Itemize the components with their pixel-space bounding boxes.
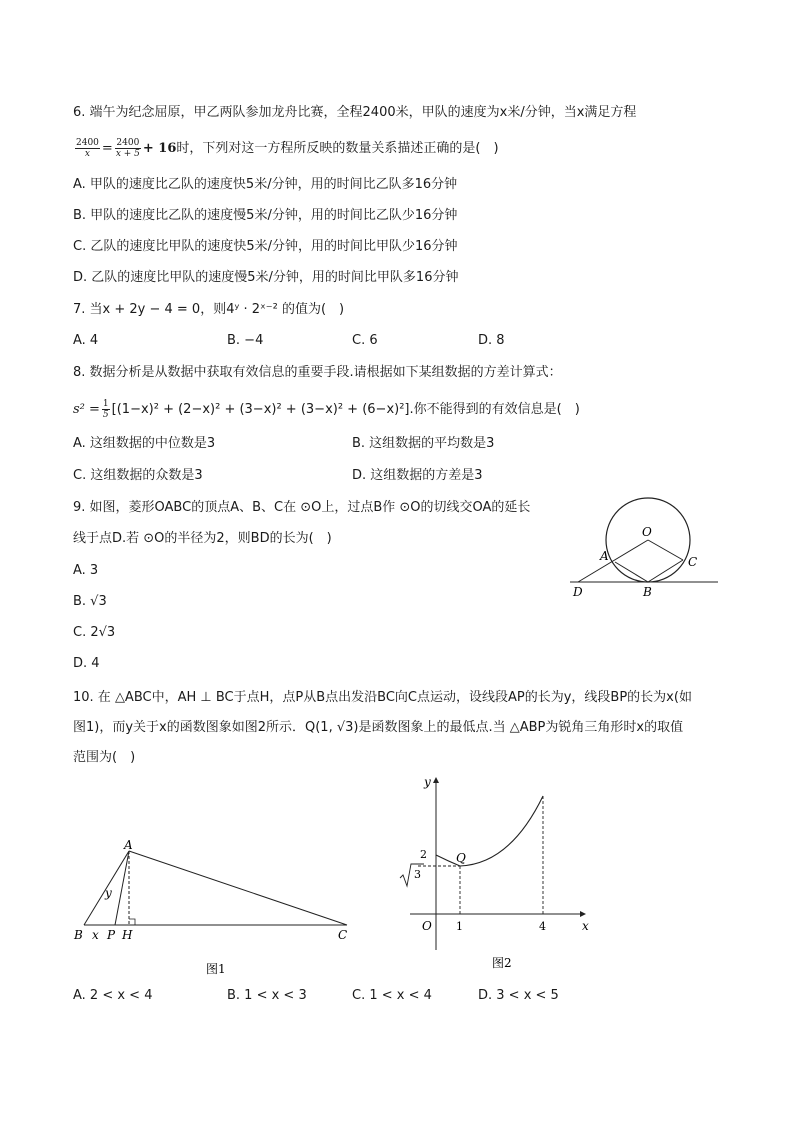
point-q-label: Q <box>456 851 466 865</box>
figure-2-caption: 图2 <box>492 956 512 970</box>
q6-fraction-2: $\frac{2400}{x + 5}$ <box>115 138 140 159</box>
label-d: D <box>573 585 583 599</box>
segment-oc <box>648 540 683 560</box>
q6-stem-line2: 时，下列对这一方程所反映的数量关系描述正确的是( ) <box>176 141 499 156</box>
q6-equals: = <box>101 141 113 156</box>
q9-circle-figure <box>560 488 730 603</box>
q8-fraction: $\frac{1}{5}$ <box>102 399 109 420</box>
label-h: H <box>122 928 133 942</box>
q10-option-c[interactable]: C. 1 < x < 4 <box>352 988 432 1003</box>
q9-option-b[interactable]: B. √3 <box>73 594 107 609</box>
label-y: y <box>105 886 112 900</box>
label-a: A <box>124 838 133 852</box>
q9-option-c[interactable]: C. 2√3 <box>73 625 116 640</box>
label-o: O <box>642 525 652 539</box>
q7-option-a[interactable]: A. 4 <box>73 333 99 348</box>
q6-stem-line1: 6. 端午为纪念屈原，甲乙两队参加龙舟比赛，全程2400米，甲队的速度为x米/分钟，当x满足方程 <box>73 105 637 120</box>
q9-option-a[interactable]: A. 3 <box>73 563 99 578</box>
q10-stem-line1: 10. 在 △ABC中，AH ⊥ BC于点H，点P从B点出发沿BC向C点运动，设线段AP的长为y，线段BP的长为x(如 <box>73 690 692 705</box>
q10-figure-1 <box>72 835 362 985</box>
tick-label-2: 2 <box>420 848 427 861</box>
q10-stem-line3: 范围为( ) <box>73 750 136 765</box>
function-curve <box>436 796 543 866</box>
q6-fraction-1: $\frac{2400}{x}$ <box>76 138 99 159</box>
right-angle-mark <box>129 919 135 925</box>
label-c: C <box>338 928 348 942</box>
q6-option-b[interactable]: B. 甲队的速度比乙队的速度慢5米/分钟，用的时间比乙队少16分钟 <box>73 208 458 223</box>
q9-stem-line2: 线于点D.若 ⊙O的半径为2，则BD的长为( ) <box>73 531 332 546</box>
q7-option-b[interactable]: B. −4 <box>227 333 264 348</box>
q6-option-c[interactable]: C. 乙队的速度比甲队的速度快5米/分钟，用的时间比甲队少16分钟 <box>73 239 458 254</box>
label-x: x <box>92 928 99 942</box>
q6-option-a[interactable]: A. 甲队的速度比乙队的速度快5米/分钟，用的时间比乙队多16分钟 <box>73 177 458 192</box>
label-a: A <box>600 549 609 563</box>
q8-formula-body: [(1−x)² + (2−x)² + (3−x)² + (3−x)² + (6−x)²].你不能得到的有效信息是( ) <box>111 402 580 417</box>
q8-formula <box>73 399 580 420</box>
label-c: C <box>688 555 698 569</box>
q6-equation-line <box>73 138 499 159</box>
label-b: B <box>643 585 652 599</box>
origin-label: O <box>422 919 432 933</box>
tick-label-sqrt3: 3 <box>414 868 421 881</box>
q9-option-d[interactable]: D. 4 <box>73 656 100 671</box>
q8-option-c[interactable]: C. 这组数据的众数是3 <box>73 468 203 483</box>
label-p: P <box>107 928 116 942</box>
figure-1-caption: 图1 <box>206 962 226 976</box>
q8-option-b[interactable]: B. 这组数据的平均数是3 <box>352 436 495 451</box>
axis-label-y: y <box>424 775 431 789</box>
q10-option-d[interactable]: D. 3 < x < 5 <box>478 988 559 1003</box>
q7-option-d[interactable]: D. 8 <box>478 333 505 348</box>
q10-option-a[interactable]: A. 2 < x < 4 <box>73 988 153 1003</box>
label-b: B <box>74 928 83 942</box>
q10-figure-2 <box>390 772 600 977</box>
q6-option-d[interactable]: D. 乙队的速度比甲队的速度慢5米/分钟，用的时间比甲队多16分钟 <box>73 270 459 285</box>
triangle-side-ac <box>129 851 347 925</box>
q8-option-d[interactable]: D. 这组数据的方差是3 <box>352 468 483 483</box>
tick-label-4: 4 <box>539 920 546 933</box>
q7-option-c[interactable]: C. 6 <box>352 333 378 348</box>
q7-stem: 7. 当x + 2y − 4 = 0，则4ʸ · 2ˣ⁻² 的值为( ) <box>73 302 345 317</box>
q8-stem: 8. 数据分析是从数据中获取有效信息的重要手段.请根据如下某组数据的方差计算式： <box>73 365 562 380</box>
tick-label-1: 1 <box>456 920 463 933</box>
q10-stem-line2: 图1)，而y关于x的函数图象如图2所示．Q(1, √3)是函数图象上的最低点.当 △ABP为锐角三角形时x的取值 <box>73 720 684 735</box>
q9-stem-line1: 9. 如图，菱形OABC的顶点A、B、C在 ⊙O上，过点B作 ⊙O的切线交OA的延长 <box>73 500 531 515</box>
q8-option-a[interactable]: A. 这组数据的中位数是3 <box>73 436 216 451</box>
q10-option-b[interactable]: B. 1 < x < 3 <box>227 988 307 1003</box>
q8-formula-lead: s² = <box>73 402 100 417</box>
axis-label-x: x <box>582 919 589 933</box>
q6-plus-term: + 16 <box>142 141 177 156</box>
